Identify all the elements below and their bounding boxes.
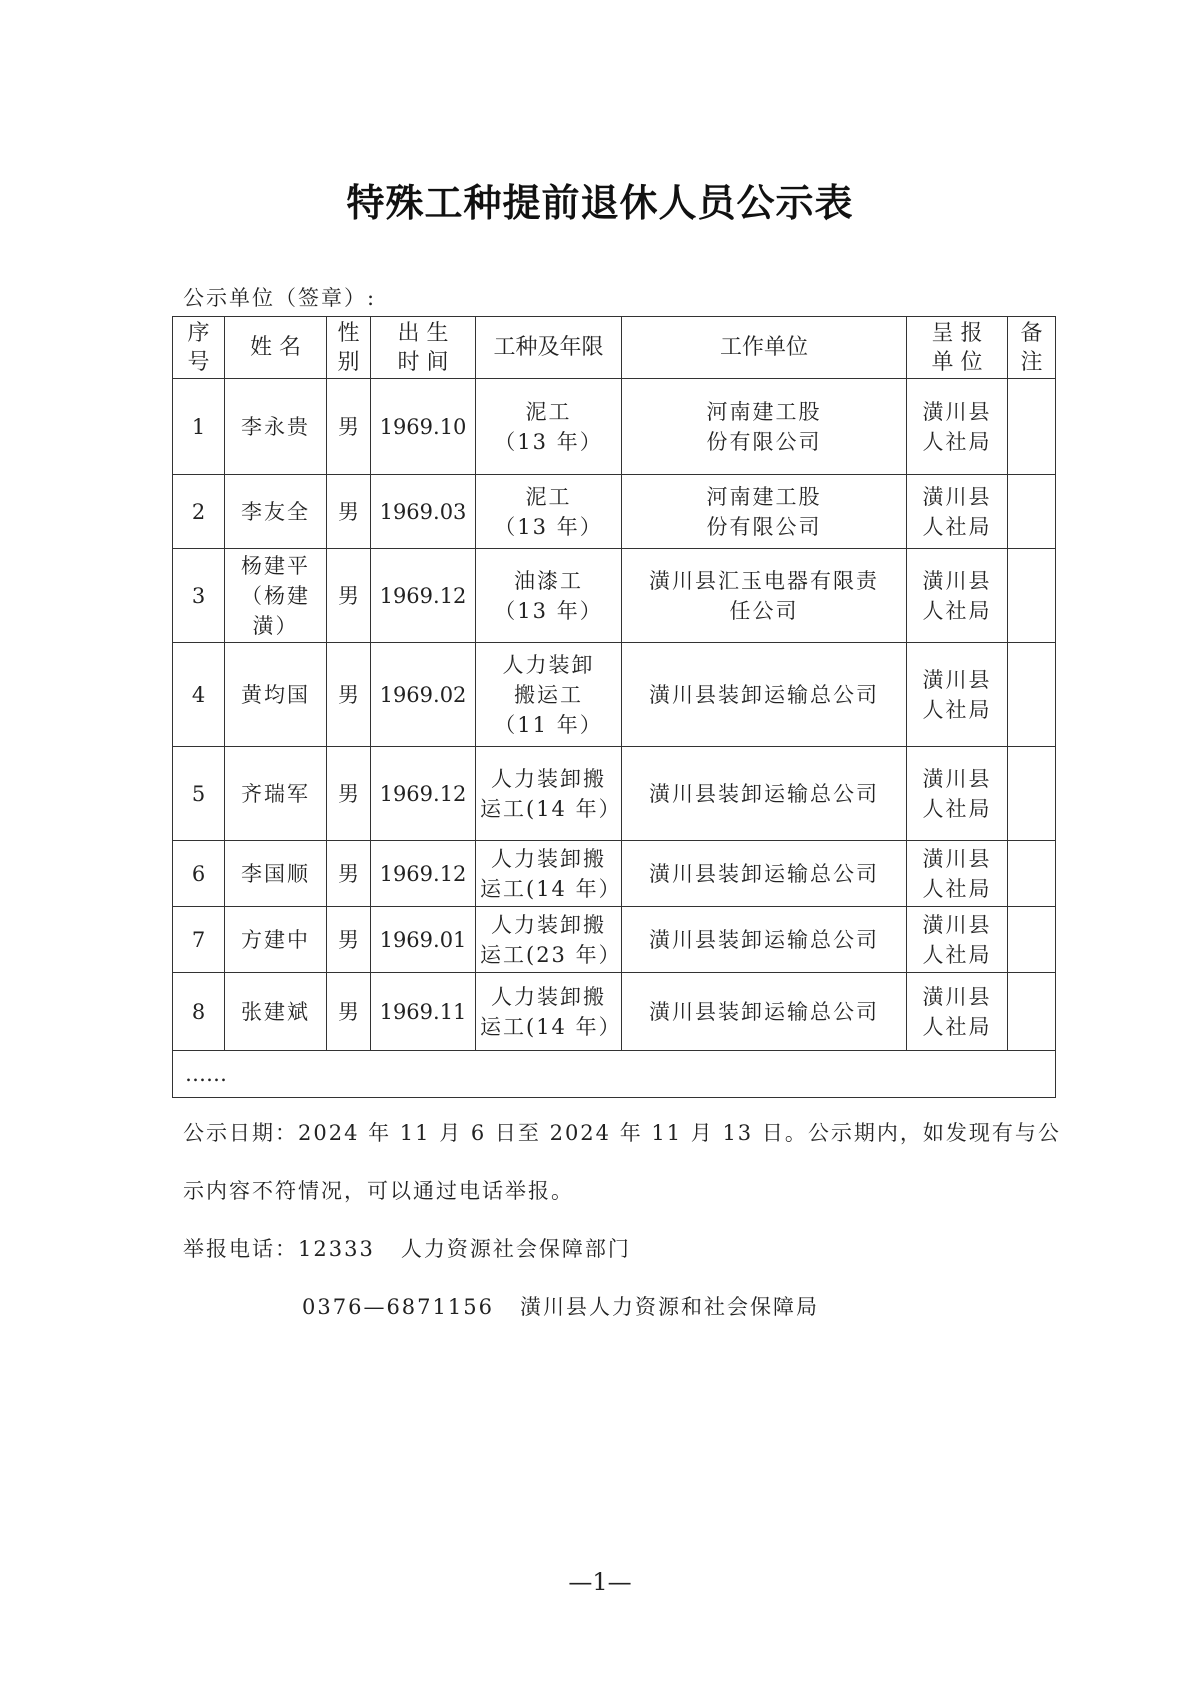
cell-gender: 男 [327, 379, 371, 475]
header-gender: 性 别 [327, 317, 371, 379]
cell-birth: 1969.11 [371, 973, 476, 1051]
cell-job: 油漆工 （13 年） [476, 549, 622, 643]
cell-name: 方建中 [225, 907, 327, 973]
header-reporter: 呈 报 单 位 [907, 317, 1008, 379]
cell-no: 4 [173, 643, 225, 747]
report-phone-2: 0376—6871156 [302, 1295, 494, 1319]
cell-no: 8 [173, 973, 225, 1051]
cell-employer: 潢川县装卸运输总公司 [622, 643, 907, 747]
cell-note [1008, 379, 1056, 475]
cell-name: 张建斌 [225, 973, 327, 1051]
cell-birth: 1969.12 [371, 841, 476, 907]
cell-birth: 1969.10 [371, 379, 476, 475]
cell-job: 人力装卸 搬运工 （11 年） [476, 643, 622, 747]
notice-line-1: 公示日期：2024 年 11 月 6 日至 2024 年 11 月 13 日。公示期内，如发现有与公 [183, 1121, 1061, 1145]
header-name: 姓 名 [225, 317, 327, 379]
cell-name: 黄均国 [225, 643, 327, 747]
cell-note [1008, 841, 1056, 907]
cell-job: 泥工 （13 年） [476, 379, 622, 475]
cell-job: 人力装卸搬 运工(23 年） [476, 907, 622, 973]
cell-reporter: 潢川县 人社局 [907, 549, 1008, 643]
table-ellipsis-row [173, 1051, 1056, 1098]
cell-gender: 男 [327, 747, 371, 841]
table-row [173, 643, 1056, 747]
cell-name: 李国顺 [225, 841, 327, 907]
cell-gender: 男 [327, 643, 371, 747]
report-line-2 [302, 1292, 819, 1322]
report-line-1 [183, 1234, 631, 1264]
cell-birth: 1969.02 [371, 643, 476, 747]
cell-employer: 潢川县装卸运输总公司 [622, 747, 907, 841]
cell-job: 泥工 （13 年） [476, 475, 622, 549]
retiree-table [172, 316, 1056, 1098]
report-label: 举报电话： [183, 1237, 298, 1261]
cell-reporter: 潢川县 人社局 [907, 475, 1008, 549]
header-birth: 出 生 时 间 [371, 317, 476, 379]
cell-no: 5 [173, 747, 225, 841]
table-row [173, 907, 1056, 973]
table-row [173, 475, 1056, 549]
cell-no: 2 [173, 475, 225, 549]
cell-birth: 1969.12 [371, 747, 476, 841]
cell-note [1008, 973, 1056, 1051]
page-number: —1— [568, 1568, 632, 1596]
cell-gender: 男 [327, 475, 371, 549]
table-header-row [173, 317, 1056, 379]
cell-no: 1 [173, 379, 225, 475]
cell-birth: 1969.12 [371, 549, 476, 643]
cell-employer: 河南建工股 份有限公司 [622, 475, 907, 549]
cell-birth: 1969.03 [371, 475, 476, 549]
cell-job: 人力装卸搬 运工(14 年） [476, 841, 622, 907]
cell-reporter: 潢川县 人社局 [907, 973, 1008, 1051]
cell-reporter: 潢川县 人社局 [907, 643, 1008, 747]
cell-note [1008, 907, 1056, 973]
publishing-unit-label: 公示单位（签章）: [183, 286, 377, 310]
cell-no: 7 [173, 907, 225, 973]
cell-birth: 1969.01 [371, 907, 476, 973]
cell-gender: 男 [327, 973, 371, 1051]
header-employer: 工作单位 [622, 317, 907, 379]
table-row [173, 379, 1056, 475]
page-title: 特殊工种提前退休人员公示表 [346, 181, 854, 225]
cell-note [1008, 475, 1056, 549]
cell-employer: 潢川县装卸运输总公司 [622, 841, 907, 907]
header-note: 备 注 [1008, 317, 1056, 379]
cell-employer: 潢川县装卸运输总公司 [622, 973, 907, 1051]
table-row [173, 841, 1056, 907]
cell-no: 6 [173, 841, 225, 907]
table-row [173, 747, 1056, 841]
cell-name: 李永贵 [225, 379, 327, 475]
cell-name: 杨建平 （杨建 潢） [225, 549, 327, 643]
cell-reporter: 潢川县 人社局 [907, 907, 1008, 973]
cell-job: 人力装卸搬 运工(14 年） [476, 973, 622, 1051]
notice-line-2: 示内容不符情况，可以通过电话举报。 [183, 1179, 574, 1203]
report-dept-1: 人力资源社会保障部门 [400, 1237, 631, 1261]
cell-note [1008, 549, 1056, 643]
cell-reporter: 潢川县 人社局 [907, 841, 1008, 907]
header-no: 序 号 [173, 317, 225, 379]
cell-reporter: 潢川县 人社局 [907, 747, 1008, 841]
cell-reporter: 潢川县 人社局 [907, 379, 1008, 475]
cell-name: 齐瑞军 [225, 747, 327, 841]
report-phone-1: 12333 [298, 1237, 375, 1261]
header-job: 工种及年限 [476, 317, 622, 379]
cell-gender: 男 [327, 841, 371, 907]
cell-gender: 男 [327, 549, 371, 643]
cell-employer: 潢川县装卸运输总公司 [622, 907, 907, 973]
cell-gender: 男 [327, 907, 371, 973]
table-row [173, 549, 1056, 643]
cell-note [1008, 747, 1056, 841]
cell-no: 3 [173, 549, 225, 643]
table-row [173, 973, 1056, 1051]
cell-employer: 河南建工股 份有限公司 [622, 379, 907, 475]
report-dept-2: 潢川县人力资源和社会保障局 [520, 1295, 820, 1319]
cell-note [1008, 643, 1056, 747]
ellipsis-cell: …… [173, 1051, 1056, 1098]
cell-job: 人力装卸搬 运工(14 年） [476, 747, 622, 841]
cell-employer: 潢川县汇玉电器有限责 任公司 [622, 549, 907, 643]
table-body [173, 379, 1056, 1098]
cell-name: 李友全 [225, 475, 327, 549]
